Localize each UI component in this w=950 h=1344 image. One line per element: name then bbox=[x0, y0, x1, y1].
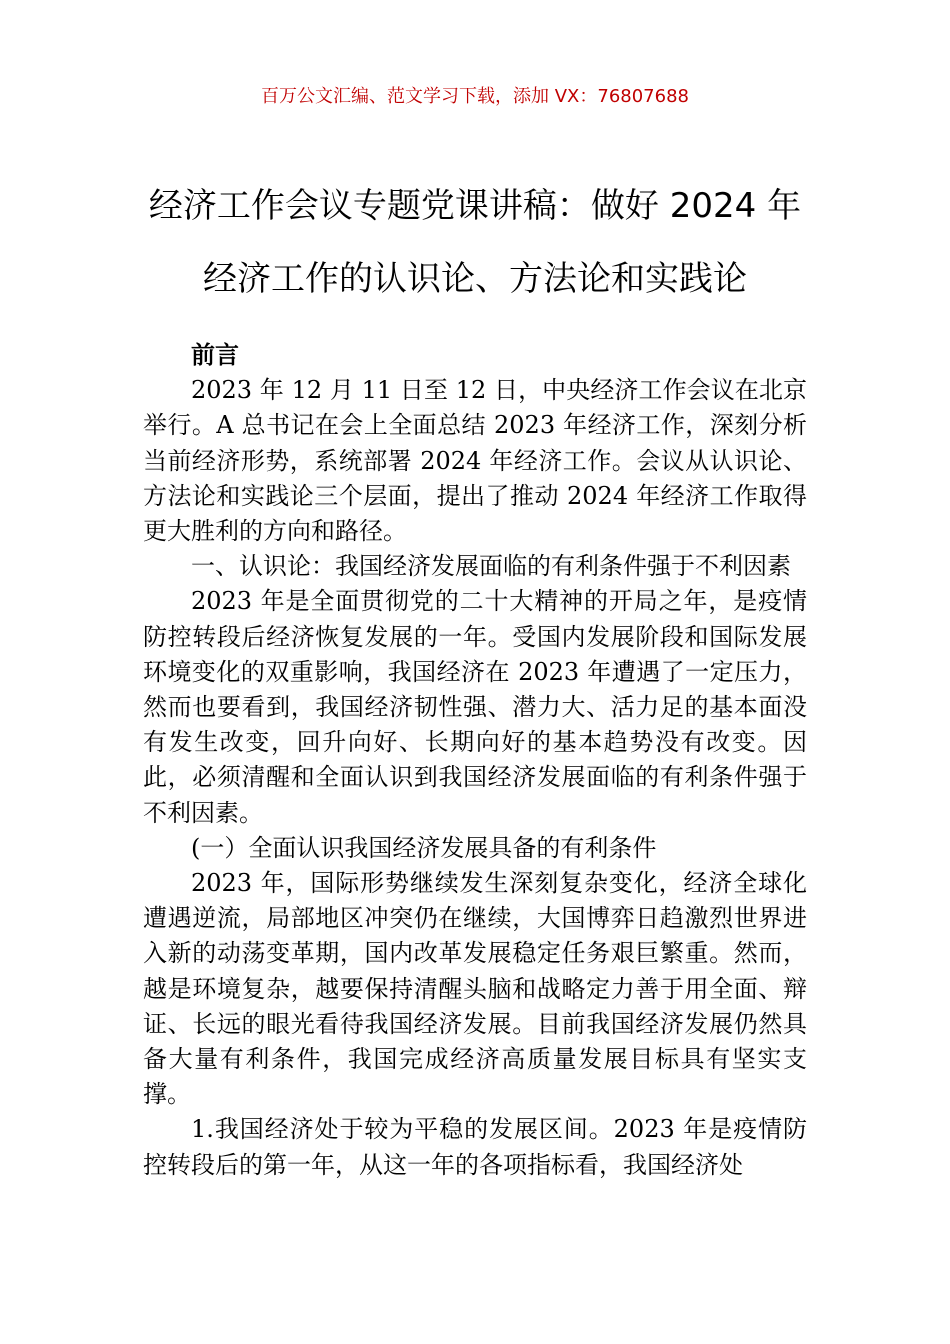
paragraph-4: 1.我国经济处于较为平稳的发展区间。2023 年是疫情防控转段后的第一年，从这一年的各项指标看，我国经济处 bbox=[143, 1115, 807, 1179]
document-title bbox=[130, 170, 820, 316]
title-line-1: 经济工作会议专题党课讲稿：做好 2024 年 bbox=[148, 186, 802, 226]
paragraph-3: 2023 年，国际形势继续发生深刻复杂变化，经济全球化遭遇逆流，局部地区冲突仍在继续，大国博弈日趋激烈世界进入新的动荡变革期，国内改革发展稳定任务艰巨繁重。然而，越是环境复杂，越要保持清醒头脑和战略定力善于用全面、辩证、长远的眼光看待我国经济发展。目前我国经济发展仍然具备大量有利条件，我国完成经济高质量发展目标具有坚实支撑。 bbox=[143, 869, 807, 1109]
paragraph-2: 2023 年是全面贯彻党的二十大精神的开局之年，是疫情防控转段后经济恢复发展的一年。受国内发展阶段和国际发展环境变化的双重影响，我国经济在 2023 年遭遇了一定压力，然而也要看到，我国经济韧性强、潜力大、活力足的基本面没有发生改变，回升向好、长期向好的基本趋势没有改变。因此，必须清醒和全面认识到我国经济发展面临的有利条件强于不利因素。 bbox=[143, 587, 807, 827]
document-body bbox=[143, 338, 807, 1183]
promo-banner: 百万公文汇编、范文学习下载，添加 VX：76807688 bbox=[261, 86, 689, 107]
paragraph-1: 2023 年 12 月 11 日至 12 日，中央经济工作会议在北京举行。A 总书记在会上全面总结 2023 年经济工作，深刻分析当前经济形势，系统部署 2024 年经济工作。会议从认识论、方法论和实践论三个层面，提出了推动 2024 年经济工作取得更大胜利的方向和路径。 bbox=[143, 376, 807, 546]
title-line-2: 经济工作的认识论、方法论和实践论 bbox=[203, 259, 747, 299]
preface-heading: 前言 bbox=[191, 341, 239, 369]
subsection-heading-1: (一）全面认识我国经济发展具备的有利条件 bbox=[191, 833, 657, 862]
section-heading-1: 一、认识论：我国经济发展面临的有利条件强于不利因素 bbox=[191, 552, 791, 581]
